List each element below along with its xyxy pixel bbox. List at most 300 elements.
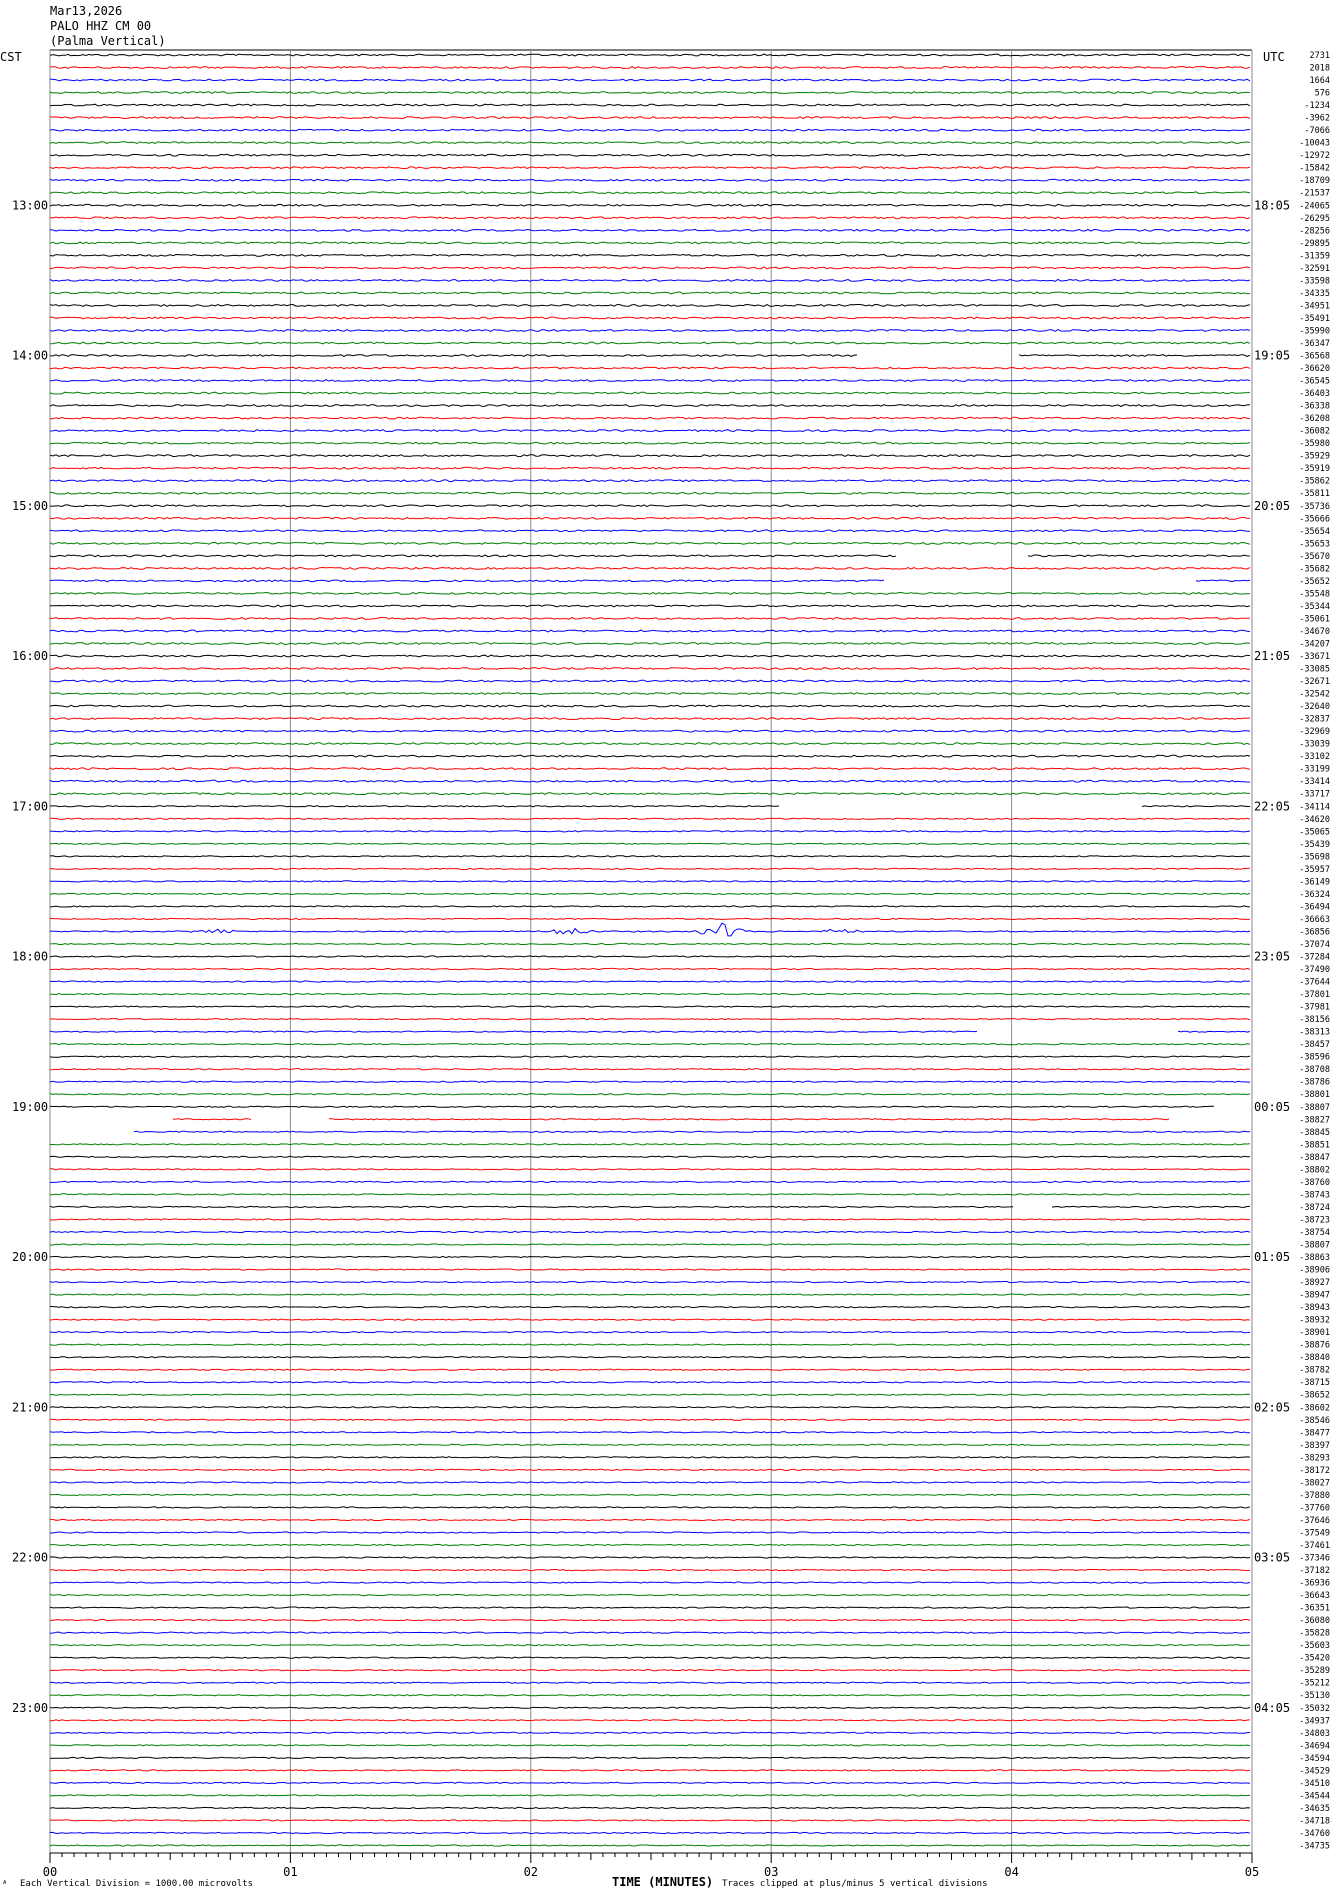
seismic-trace — [50, 1457, 1250, 1458]
seismic-trace — [50, 1031, 1250, 1032]
trace-offset-label: -7066 — [1304, 126, 1330, 137]
seismic-trace — [50, 918, 1250, 919]
trace-offset-label: -35289 — [1299, 1666, 1330, 1677]
trace-offset-label: -35032 — [1299, 1703, 1330, 1714]
seismic-trace — [50, 1281, 1250, 1282]
seismic-trace — [50, 1820, 1250, 1821]
trace-offset-label: -35653 — [1299, 539, 1330, 550]
trace-offset-label: -38827 — [1299, 1115, 1330, 1126]
trace-offset-label: -36643 — [1299, 1591, 1330, 1602]
seismic-trace — [50, 1394, 1250, 1395]
utc-hour-label: 01:05 — [1254, 1250, 1291, 1264]
seismic-trace — [50, 1444, 1250, 1445]
seismic-trace — [50, 793, 1250, 795]
trace-offset-label: -34937 — [1299, 1716, 1330, 1727]
trace-offset-label: -34803 — [1299, 1728, 1330, 1739]
seismic-trace — [50, 1407, 1250, 1408]
trace-offset-label: -33199 — [1299, 764, 1330, 775]
seismic-trace — [50, 1770, 1250, 1771]
seismic-trace — [50, 1682, 1250, 1683]
seismic-trace — [50, 380, 1250, 382]
seismic-trace — [50, 693, 1250, 695]
seismic-trace — [50, 818, 1250, 819]
seismic-trace — [50, 317, 1250, 319]
local-hour-label: 15:00 — [12, 498, 49, 513]
x-tick-label: 00 — [42, 1865, 58, 1879]
trace-offset-label: -35491 — [1299, 313, 1330, 324]
seismic-trace — [50, 1069, 1250, 1070]
plot-date: Mar13,2026 — [50, 4, 123, 18]
seismic-trace — [50, 92, 1250, 94]
trace-offset-label: 1664 — [1309, 76, 1330, 87]
seismic-trace — [50, 956, 1250, 957]
utc-hour-label: 03:05 — [1254, 1550, 1291, 1565]
trace-offset-label: -10043 — [1299, 138, 1330, 149]
trace-offset-label: -33102 — [1299, 752, 1330, 763]
trace-offset-label: -38477 — [1299, 1428, 1330, 1439]
seismic-trace — [50, 1657, 1250, 1658]
x-tick-label: 05 — [1244, 1865, 1260, 1879]
seismic-trace — [50, 342, 1250, 344]
seismic-trace — [50, 505, 1250, 507]
seismic-trace — [50, 267, 1250, 269]
seismic-trace — [50, 655, 1250, 657]
seismic-trace — [50, 1732, 1250, 1733]
trace-offset-label: -38845 — [1299, 1127, 1330, 1138]
seismic-trace — [50, 1595, 1250, 1596]
seismic-trace — [50, 968, 1250, 969]
seismic-trace — [50, 768, 1250, 770]
x-tick-label: 01 — [283, 1865, 298, 1879]
trace-offset-label: -31359 — [1299, 251, 1330, 262]
seismic-trace — [50, 1044, 1250, 1045]
trace-offset-label: -35828 — [1299, 1628, 1330, 1639]
trace-offset-label: -37981 — [1299, 1002, 1330, 1013]
seismic-trace — [50, 1582, 1250, 1583]
seismic-trace — [50, 593, 1250, 595]
seismic-trace — [50, 292, 1250, 294]
seismic-trace — [50, 355, 1250, 357]
seismic-trace — [50, 981, 1250, 982]
local-hour-label: 17:00 — [12, 799, 49, 814]
trace-offset-label: -37074 — [1299, 939, 1330, 950]
seismic-trace — [50, 730, 1250, 732]
trace-offset-label: -36347 — [1299, 338, 1330, 349]
utc-hour-label: 02:05 — [1254, 1400, 1291, 1415]
seismic-trace — [50, 1269, 1250, 1270]
seismic-trace — [50, 1632, 1250, 1633]
trace-offset-label: -34735 — [1299, 1841, 1330, 1852]
trace-offset-label: -29895 — [1299, 238, 1330, 249]
trace-offset-label: -38546 — [1299, 1415, 1330, 1426]
trace-offset-label: -38847 — [1299, 1152, 1330, 1163]
seismic-trace — [50, 856, 1250, 857]
trace-offset-label: -15842 — [1299, 163, 1330, 174]
trace-offset-label: -37346 — [1299, 1553, 1330, 1564]
trace-offset-label: -37644 — [1299, 977, 1330, 988]
seismic-trace — [50, 1569, 1250, 1570]
local-hour-label: 21:00 — [12, 1400, 49, 1415]
trace-offset-label: -1234 — [1304, 101, 1330, 112]
seismic-trace — [50, 79, 1250, 81]
seismic-trace — [50, 1382, 1250, 1383]
seismic-trace — [50, 455, 1250, 457]
trace-offset-label: -37461 — [1299, 1540, 1330, 1551]
seismic-trace — [50, 392, 1250, 394]
trace-offset-label: -36403 — [1299, 389, 1330, 400]
trace-offset-label: -35439 — [1299, 839, 1330, 850]
seismic-trace — [50, 1645, 1250, 1646]
seismic-trace — [50, 1832, 1250, 1833]
trace-offset-label: -38397 — [1299, 1440, 1330, 1451]
trace-offset-label: -38876 — [1299, 1340, 1330, 1351]
seismic-trace — [50, 893, 1250, 894]
seismic-trace — [50, 330, 1250, 332]
trace-offset-label: -33039 — [1299, 739, 1330, 750]
seismic-trace — [50, 1707, 1250, 1708]
local-hour-label: 18:00 — [12, 949, 49, 964]
trace-offset-label: -38802 — [1299, 1165, 1330, 1176]
seismic-trace — [50, 1181, 1250, 1182]
seismic-trace — [50, 718, 1250, 720]
trace-offset-label: -34635 — [1299, 1803, 1330, 1814]
trace-offset-label: -38313 — [1299, 1027, 1330, 1038]
station-description: (Palma Vertical) — [50, 34, 166, 48]
seismic-trace — [50, 1544, 1250, 1545]
trace-offset-label: -34207 — [1299, 639, 1330, 650]
trace-offset-label: -35862 — [1299, 476, 1330, 487]
trace-offset-label: -34718 — [1299, 1816, 1330, 1827]
trace-offset-label: -35344 — [1299, 601, 1330, 612]
seismic-trace — [50, 242, 1250, 244]
trace-offset-label: -33717 — [1299, 789, 1330, 800]
trace-offset-label: -36082 — [1299, 426, 1330, 437]
trace-offset-label: -32837 — [1299, 714, 1330, 725]
seismic-trace — [50, 780, 1250, 782]
trace-offset-label: -38723 — [1299, 1215, 1330, 1226]
trace-offset-label: -37284 — [1299, 952, 1330, 963]
seismic-trace — [50, 430, 1250, 432]
trace-offset-label: -36324 — [1299, 889, 1330, 900]
seismic-trace — [50, 831, 1250, 832]
seismic-trace — [50, 1194, 1250, 1195]
trace-offset-label: -36856 — [1299, 927, 1330, 938]
seismic-trace — [50, 167, 1250, 169]
trace-offset-label: -21537 — [1299, 188, 1330, 199]
seismic-trace — [50, 417, 1250, 419]
seismic-trace — [50, 1081, 1250, 1082]
trace-offset-label: -33671 — [1299, 652, 1330, 662]
trace-offset-label: -34544 — [1299, 1791, 1330, 1802]
seismic-trace — [50, 467, 1250, 469]
trace-offset-label: -38027 — [1299, 1478, 1330, 1489]
trace-offset-label: -37646 — [1299, 1515, 1330, 1526]
seismic-trace — [50, 179, 1250, 181]
seismic-trace — [50, 1507, 1250, 1508]
trace-offset-label: -35736 — [1299, 501, 1330, 512]
seismic-trace — [50, 1094, 1250, 1095]
trace-offset-label: -35929 — [1299, 451, 1330, 462]
seismic-trace — [50, 229, 1250, 231]
trace-offset-label: -35065 — [1299, 827, 1330, 838]
seismic-trace — [50, 743, 1250, 745]
seismic-trace — [50, 217, 1250, 219]
trace-offset-label: -36545 — [1299, 376, 1330, 387]
station-code: PALO HHZ CM 00 — [50, 19, 152, 33]
trace-offset-label: -38652 — [1299, 1390, 1330, 1401]
trace-offset-label: -33598 — [1299, 276, 1330, 287]
seismic-trace — [50, 1620, 1250, 1621]
trace-offset-label: -35919 — [1299, 464, 1330, 475]
trace-offset-label: -34670 — [1299, 626, 1330, 637]
trace-offset-label: -38786 — [1299, 1077, 1330, 1088]
seismic-trace — [50, 1006, 1250, 1007]
trace-offset-label: -35212 — [1299, 1678, 1330, 1689]
seismic-trace — [50, 1670, 1250, 1671]
seismic-trace — [50, 1419, 1250, 1420]
trace-offset-label: -38724 — [1299, 1202, 1330, 1213]
trace-offset-label: -38457 — [1299, 1040, 1330, 1051]
seismic-trace — [50, 492, 1250, 494]
seismic-trace — [50, 843, 1250, 844]
trace-offset-label: -36338 — [1299, 401, 1330, 412]
trace-offset-label: -34114 — [1299, 802, 1330, 813]
seismic-trace — [50, 1144, 1250, 1145]
seismic-trace — [50, 204, 1250, 206]
trace-offset-label: -34694 — [1299, 1741, 1330, 1752]
clip-note: Traces clipped at plus/minus 5 vertical divisions — [722, 1879, 988, 1889]
local-hour-label: 13:00 — [12, 198, 49, 213]
trace-offset-label: -38760 — [1299, 1177, 1330, 1188]
trace-offset-label: -38754 — [1299, 1227, 1330, 1238]
local-hour-label: 22:00 — [12, 1550, 49, 1565]
trace-offset-label: 576 — [1314, 88, 1330, 99]
trace-offset-label: -38602 — [1299, 1403, 1330, 1414]
seismic-trace — [50, 618, 1250, 620]
utc-hour-label: 22:05 — [1254, 799, 1291, 814]
seismic-trace — [50, 605, 1250, 607]
seismic-trace — [50, 906, 1250, 907]
trace-offset-label: -38715 — [1299, 1378, 1330, 1389]
seismic-trace — [50, 542, 1250, 544]
trace-offset-label: -38156 — [1299, 1015, 1330, 1026]
scale-note: Each Vertical Division = 1000.00 microvolts — [20, 1879, 253, 1889]
seismic-trace — [50, 705, 1250, 707]
trace-offset-label: -37490 — [1299, 965, 1330, 976]
seismic-trace — [50, 1294, 1250, 1295]
trace-offset-label: -37880 — [1299, 1490, 1330, 1501]
seismic-trace — [50, 54, 1250, 56]
seismic-trace — [50, 1307, 1250, 1308]
seismic-trace — [50, 1357, 1250, 1358]
trace-offset-label: -28256 — [1299, 226, 1330, 237]
seismic-trace — [50, 129, 1250, 131]
seismic-trace — [50, 868, 1250, 869]
seismic-trace — [50, 1695, 1250, 1696]
trace-offset-label: -34620 — [1299, 814, 1330, 825]
seismic-trace — [50, 1156, 1250, 1157]
trace-offset-label: -38932 — [1299, 1315, 1330, 1326]
x-tick-label: 02 — [523, 1865, 539, 1879]
seismic-trace — [50, 1256, 1250, 1257]
trace-offset-label: -33085 — [1299, 664, 1330, 675]
utc-hour-label: 20:05 — [1254, 498, 1291, 513]
seismic-trace — [50, 1319, 1250, 1320]
trace-offset-label: -38906 — [1299, 1265, 1330, 1276]
x-axis-title: TIME (MINUTES) — [612, 1875, 714, 1889]
seismic-trace — [50, 104, 1250, 106]
seismic-trace — [50, 568, 1250, 570]
seismic-trace — [50, 280, 1250, 282]
trace-offset-label: 2731 — [1309, 51, 1330, 61]
local-hour-label: 23:00 — [12, 1700, 49, 1715]
trace-offset-label: -18709 — [1299, 176, 1330, 187]
seismic-trace — [50, 555, 1250, 557]
seismic-trace — [50, 943, 1250, 944]
trace-offset-label: -35990 — [1299, 326, 1330, 337]
seismic-trace — [50, 1369, 1250, 1370]
seismic-trace — [50, 1219, 1250, 1220]
trace-offset-label: -36663 — [1299, 914, 1330, 925]
trace-offset-label: -38840 — [1299, 1353, 1330, 1364]
seismic-trace — [50, 1231, 1250, 1232]
trace-offset-label: -38807 — [1299, 1102, 1330, 1113]
seismic-trace — [50, 680, 1250, 682]
trace-offset-label: -35130 — [1299, 1691, 1330, 1702]
seismic-trace — [50, 405, 1250, 407]
trace-offset-label: -38172 — [1299, 1465, 1330, 1476]
utc-hour-label: 19:05 — [1254, 348, 1291, 363]
utc-hour-label: 18:05 — [1254, 198, 1291, 213]
trace-offset-label: -33414 — [1299, 777, 1330, 788]
trace-offset-label: -37549 — [1299, 1528, 1330, 1539]
trace-offset-label: -34594 — [1299, 1753, 1330, 1764]
seismic-trace — [50, 1056, 1250, 1057]
seismic-trace — [50, 442, 1250, 444]
trace-offset-label: -36149 — [1299, 877, 1330, 888]
seismic-trace — [134, 1131, 1250, 1132]
trace-offset-label: -32591 — [1299, 263, 1330, 274]
seismic-trace — [50, 1607, 1250, 1608]
seismic-trace — [50, 630, 1250, 632]
seismic-trace — [50, 881, 1250, 882]
seismic-trace — [50, 1482, 1250, 1483]
trace-offset-label: -32671 — [1299, 677, 1330, 688]
local-hour-label: 16:00 — [12, 649, 49, 663]
seismic-trace — [50, 1720, 1250, 1721]
trace-offset-label: -34335 — [1299, 288, 1330, 299]
seismic-trace — [50, 1332, 1250, 1333]
trace-offset-label: -38743 — [1299, 1190, 1330, 1201]
seismic-trace — [50, 1244, 1250, 1245]
trace-offset-label: -32542 — [1299, 689, 1330, 700]
seismic-trace — [50, 643, 1250, 645]
local-zone-label: CST — [0, 50, 22, 64]
trace-offset-label: -35420 — [1299, 1653, 1330, 1664]
trace-offset-label: -24065 — [1299, 201, 1330, 212]
utc-hour-label: 21:05 — [1254, 649, 1291, 663]
trace-offset-label: -34510 — [1299, 1778, 1330, 1789]
trace-offset-label: -35548 — [1299, 589, 1330, 600]
seismic-trace — [50, 923, 1250, 936]
seismic-trace — [173, 1119, 1169, 1120]
trace-offset-label: -3962 — [1304, 113, 1330, 124]
seismic-trace — [50, 154, 1250, 156]
seismic-trace — [50, 1432, 1250, 1433]
seismic-trace — [50, 1532, 1250, 1533]
seismic-trace — [50, 1557, 1250, 1558]
trace-offset-label: -36080 — [1299, 1616, 1330, 1627]
trace-offset-label: -36620 — [1299, 364, 1330, 375]
trace-offset-label: -32969 — [1299, 727, 1330, 738]
trace-offset-label: -38782 — [1299, 1365, 1330, 1376]
seismic-trace — [50, 1782, 1250, 1783]
trace-offset-label: -35670 — [1299, 551, 1330, 562]
trace-offset-label: -38596 — [1299, 1052, 1330, 1063]
trace-offset-label: -35682 — [1299, 564, 1330, 575]
seismic-trace — [50, 580, 1250, 582]
trace-offset-label: -38293 — [1299, 1453, 1330, 1464]
trace-offset-label: -37760 — [1299, 1503, 1330, 1514]
trace-offset-label: -38851 — [1299, 1140, 1330, 1151]
trace-offset-label: -37801 — [1299, 990, 1330, 1001]
seismic-trace — [50, 480, 1250, 482]
seismic-trace — [50, 994, 1250, 995]
seismic-trace — [50, 142, 1250, 144]
trace-offset-label: -26295 — [1299, 213, 1330, 224]
utc-hour-label: 00:05 — [1254, 1099, 1291, 1114]
trace-offset-label: -35666 — [1299, 514, 1330, 525]
seismic-trace — [50, 1106, 1214, 1107]
seismic-trace — [50, 668, 1250, 670]
local-hour-label: 14:00 — [12, 348, 49, 363]
trace-offset-label: -35652 — [1299, 576, 1330, 587]
trace-offset-label: -37182 — [1299, 1566, 1330, 1577]
trace-offset-label: -34529 — [1299, 1766, 1330, 1777]
seismic-trace — [50, 367, 1250, 369]
trace-offset-label: 2018 — [1309, 63, 1330, 74]
seismic-trace — [50, 1169, 1250, 1170]
trace-offset-label: -35061 — [1299, 614, 1330, 625]
seismic-trace — [50, 1745, 1250, 1746]
trace-offset-label: -35811 — [1299, 489, 1330, 500]
utc-hour-label: 23:05 — [1254, 949, 1291, 964]
x-tick-label: 04 — [1004, 1865, 1019, 1879]
trace-offset-label: -12972 — [1299, 151, 1330, 162]
seismic-trace — [50, 254, 1250, 256]
trace-offset-label: -36208 — [1299, 414, 1330, 425]
seismic-trace — [50, 1469, 1250, 1470]
seismic-trace — [50, 1757, 1250, 1758]
trace-offset-label: -34951 — [1299, 301, 1330, 312]
trace-offset-label: -35654 — [1299, 526, 1330, 537]
trace-offset-label: -36568 — [1299, 351, 1330, 362]
seismic-trace — [50, 1795, 1250, 1796]
seismic-trace — [50, 117, 1250, 119]
trace-offset-label: -38863 — [1299, 1253, 1330, 1263]
trace-offset-label: -38708 — [1299, 1065, 1330, 1076]
seismic-trace — [50, 1845, 1250, 1846]
trace-offset-label: -35698 — [1299, 852, 1330, 863]
seismic-trace — [50, 1519, 1250, 1520]
trace-offset-label: -36494 — [1299, 902, 1330, 913]
seismic-trace — [50, 1344, 1250, 1345]
local-hour-label: 20:00 — [12, 1250, 49, 1264]
trace-offset-label: -35603 — [1299, 1641, 1330, 1652]
seismic-trace — [50, 517, 1250, 519]
x-tick-label: 03 — [763, 1865, 779, 1879]
utc-hour-label: 04:05 — [1254, 1700, 1291, 1715]
